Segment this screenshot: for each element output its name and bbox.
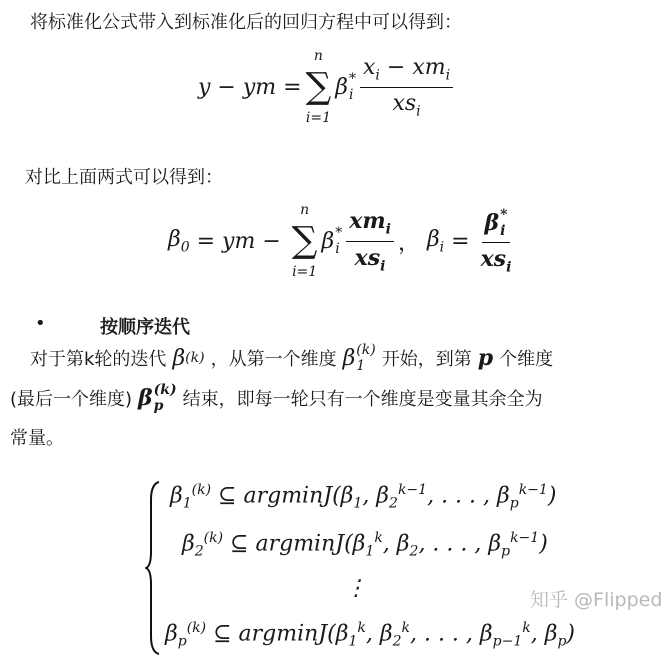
- equation-2: $\beta_0$ = ym − n ∑ i=1 β * i $\frac{xm_i}{xs_i}$ ， $\beta_i$ = β * i $xs_i$: [168, 202, 512, 280]
- sum-top: n: [313, 48, 323, 64]
- iteration-system: [145, 478, 575, 658]
- paragraph-line-1: 对于第k轮的迭代 β (k) ，从第一个维度 β (k) 1 开始，到第 p 个维度: [30, 342, 554, 374]
- bullet: •: [35, 313, 46, 334]
- eq1-lhs: y − ym =: [198, 74, 302, 100]
- sum-symbol: n ∑ i=1: [291, 202, 318, 280]
- paragraph-line-3: 常量。: [10, 428, 64, 449]
- system-row-1: $\beta_1^{(k)}$ ⊆ $argminJ(\beta_1$, $\beta_2^{k-1}$, . . . , $\beta_p^{k-1}$): [170, 482, 557, 512]
- sum-sign: ∑: [305, 66, 332, 107]
- section-heading: 按顺序迭代: [100, 317, 190, 338]
- watermark: 知乎 @Flipped: [530, 589, 663, 611]
- left-brace: [145, 480, 161, 656]
- sum-bottom: i=1: [305, 110, 331, 126]
- system-row-2: $\beta_2^{(k)}$ ⊆ $argminJ(\beta_1^k$, $\beta_2$, . . . , $\beta_p^{k-1}$): [182, 530, 548, 560]
- equation-1: [198, 48, 457, 126]
- sum-symbol: [306, 48, 332, 126]
- fraction: $\frac{x_i - xm_i}{xs_i}$: [360, 55, 453, 119]
- system-row-p: $\beta_p^{(k)}$ ⊆ $argminJ(\beta_1^k$, $\beta_2^k$, . . . , $\beta_{p-1}^k$, $\beta_p$): [165, 620, 575, 650]
- intro-text: 将标准化公式带入到标准化后的回归方程中可以得到：: [30, 12, 462, 33]
- system-row-dots: ⋮: [345, 576, 367, 601]
- beta-term: β * i: [335, 71, 356, 103]
- paragraph-line-2: (最后一个维度) β (k) p 结束，即每一轮只有一个维度是变量其余全为: [10, 382, 543, 414]
- compare-text: 对比上面两式可以得到：: [25, 167, 223, 188]
